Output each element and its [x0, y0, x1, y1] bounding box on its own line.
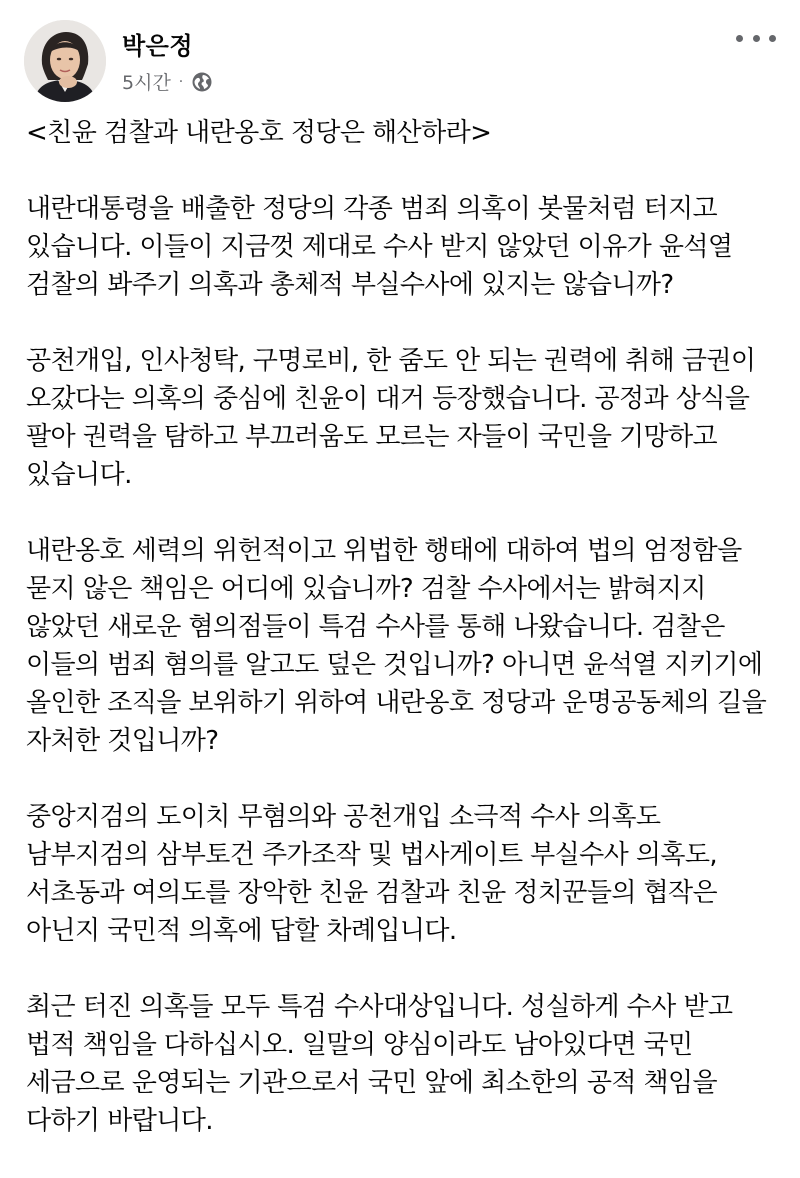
avatar-image	[24, 20, 106, 102]
globe-icon[interactable]	[191, 71, 213, 93]
more-options-icon[interactable]	[736, 30, 776, 46]
post-paragraph: 공천개입, 인사청탁, 구명로비, 한 줌도 안 되는 권력에 취해 금권이 오갔다는 의혹의 중심에 친윤이 대거 등장했습니다. 공정과 상식을 팔아 권력을 탐하고 부끄러움도 모르는 자들이 국민을 기망하고 있습니다.	[26, 346, 756, 490]
post-paragraph: 최근 터진 의혹들 모두 특검 수사대상입니다. 성실하게 수사 받고 법적 책임을 다하십시오. 일말의 양심이라도 남아있다면 국민 세금으로 운영되는 기관으로서 국민 앞에 최소한의 공적 책임을 다하기 바랍니다.	[26, 992, 733, 1136]
post-body	[26, 114, 778, 1178]
post-header	[24, 16, 776, 106]
avatar[interactable]	[24, 20, 106, 102]
post-title: <친윤 검찰과 내란옹호 정당은 해산하라>	[26, 118, 492, 148]
author-name[interactable]: 박은정	[122, 32, 194, 60]
meta-separator: ·	[178, 73, 184, 90]
post-meta	[122, 68, 213, 95]
post-timestamp[interactable]: 5시간	[122, 72, 171, 94]
more-dot	[736, 35, 743, 42]
post-paragraph: 내란옹호 세력의 위헌적이고 위법한 행태에 대하여 법의 엄정함을 묻지 않은 책임은 어디에 있습니까? 검찰 수사에서는 밝혀지지 않았던 새로운 혐의점들이 특검 수사를 통해 나왔습니다. 검찰은 이들의 범죄 혐의를 알고도 덮은 것입니까? 아니면 윤석열 지키기에 올인한 조직을 보위하기 위하여 내란옹호 정당과 운명공동체의 길을 자처한 것입니까?	[26, 536, 767, 756]
post-paragraph: 내란대통령을 배출한 정당의 각종 범죄 의혹이 봇물처럼 터지고 있습니다. 이들이 지금껏 제대로 수사 받지 않았던 이유가 윤석열 검찰의 봐주기 의혹과 총체적 부실수사에 있지는 않습니까?	[26, 194, 733, 300]
more-dot	[769, 35, 776, 42]
more-dot	[753, 35, 760, 42]
post-paragraph: 중앙지검의 도이치 무혐의와 공천개입 소극적 수사 의혹도 남부지검의 삼부토건 주가조작 및 법사게이트 부실수사 의혹도, 서초동과 여의도를 장악한 친윤 검찰과 친윤 정치꾼들의 협작은 아닌지 국민적 의혹에 답할 차례입니다.	[26, 802, 718, 946]
